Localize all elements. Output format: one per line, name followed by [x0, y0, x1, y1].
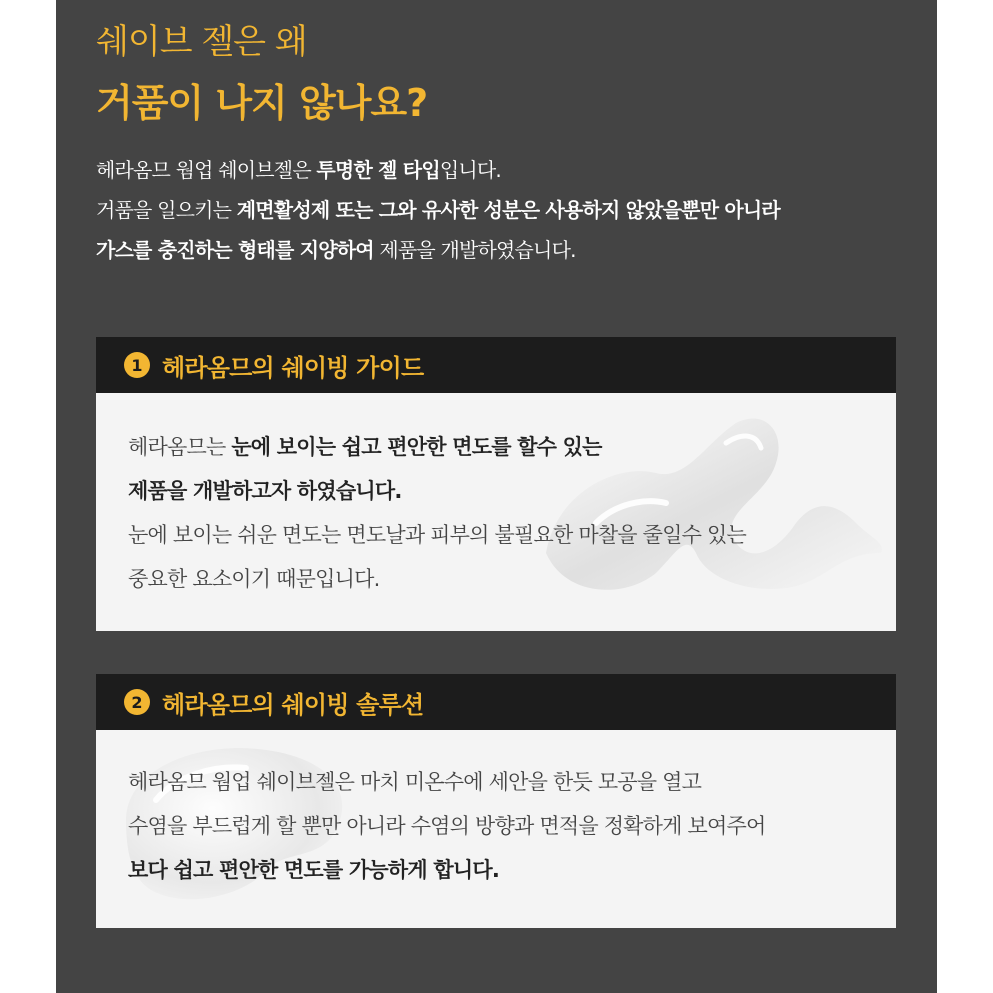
- section1-number-badge: 1: [124, 352, 150, 378]
- section2-text: [128, 760, 765, 892]
- intro-line-1: 헤라옴므 웜업 쉐이브젤은 투명한 젤 타입입니다.: [96, 158, 501, 182]
- intro-line-2: 거품을 일으키는 계면활성제 또는 그와 유사한 성분은 사용하지 않았을뿐만 아니라: [96, 198, 780, 222]
- section2-line-1: 헤라옴므 웜업 쉐이브젤은 마치 미온수에 세안을 한듯 모공을 열고: [128, 770, 702, 794]
- intro-text: [96, 150, 916, 270]
- section2-header: [96, 674, 896, 730]
- section1-line-4: 중요한 요소이기 때문입니다.: [128, 567, 380, 591]
- section1-title: 헤라옴므의 쉐이빙 가이드: [162, 353, 424, 382]
- section2-card: [96, 730, 896, 928]
- section2-title: 헤라옴므의 쉐이빙 솔루션: [162, 690, 424, 719]
- section1-header: [96, 337, 896, 393]
- section1-line-3: 눈에 보이는 쉬운 면도는 면도날과 피부의 불필요한 마찰을 줄일수 있는: [128, 523, 746, 547]
- page-title-line2: 거품이 나지 않나요?: [96, 81, 428, 125]
- section1-line-1: 헤라옴므는 눈에 보이는 쉽고 편안한 면도를 할수 있는: [128, 435, 602, 459]
- intro-line-3: 가스를 충진하는 형태를 지양하여 제품을 개발하였습니다.: [96, 238, 576, 262]
- section2-number-badge: 2: [124, 689, 150, 715]
- section1-line-2: 제품을 개발하고자 하였습니다.: [128, 479, 402, 503]
- section1-card: [96, 393, 896, 631]
- section1-text: [128, 425, 746, 601]
- section2-line-3: 보다 쉽고 편안한 면도를 가능하게 합니다.: [128, 858, 499, 882]
- section2-line-2: 수염을 부드럽게 할 뿐만 아니라 수염의 방향과 면적을 정확하게 보여주어: [128, 814, 766, 838]
- page-title-line1: 쉐이브 젤은 왜: [96, 22, 307, 62]
